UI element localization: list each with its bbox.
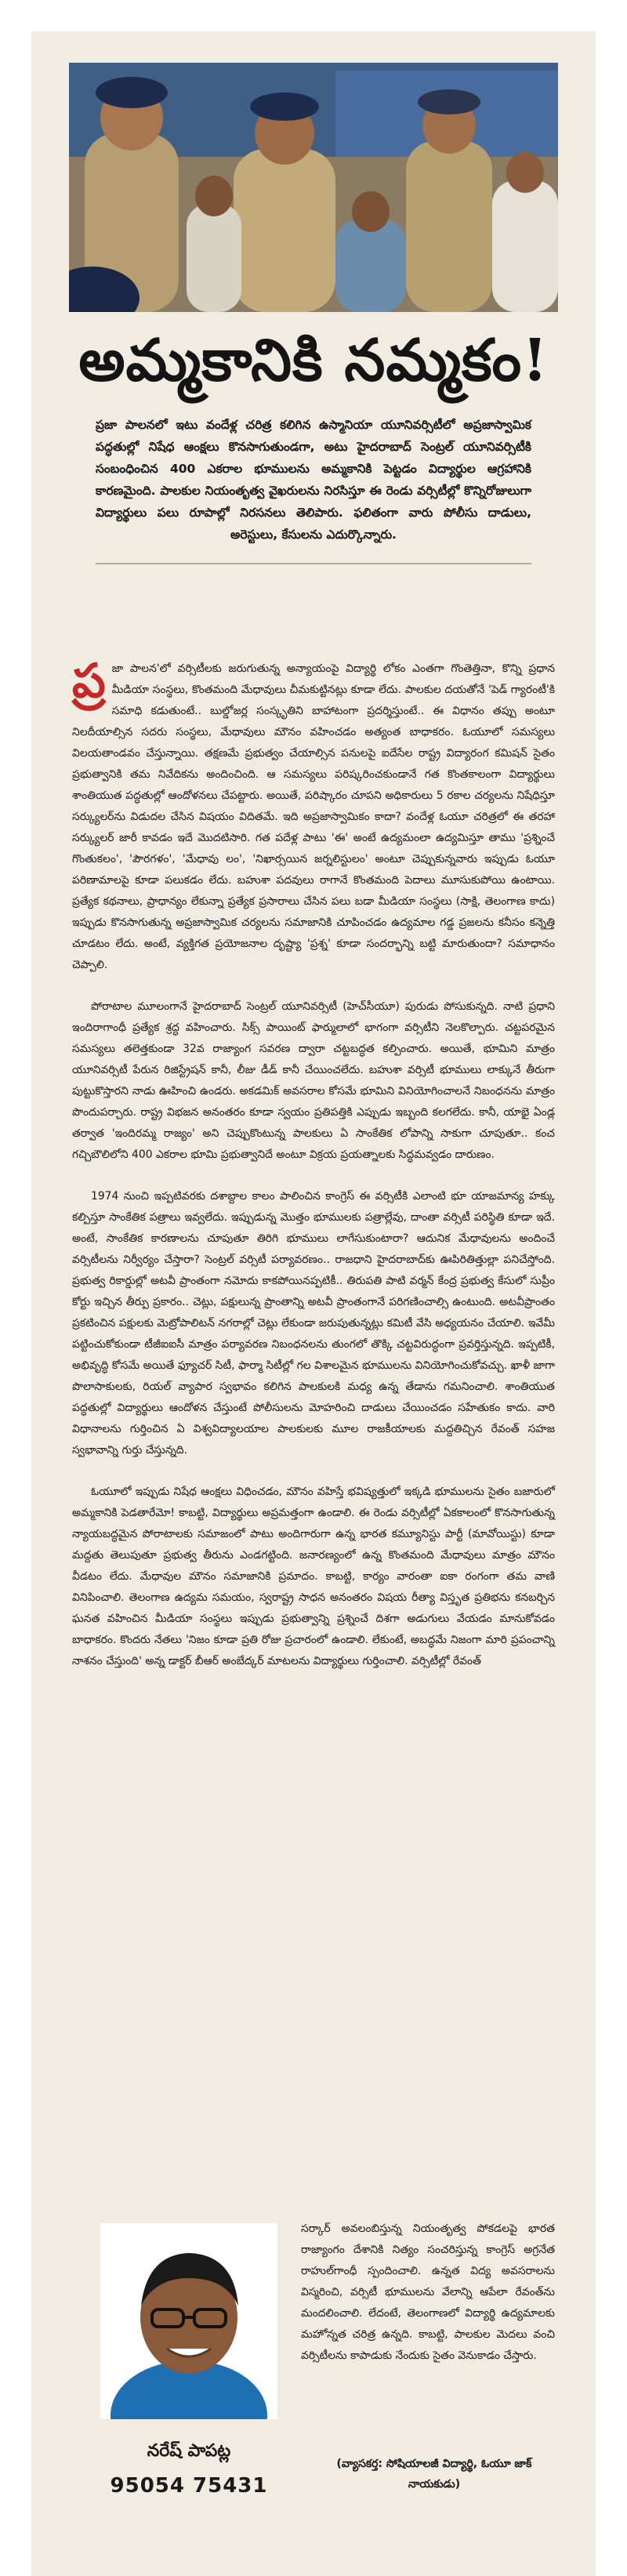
closing-paragraph: సర్కార్ అవలంబిస్తున్న నియంతృత్వ పోకడలపై భారత రాజ్యాంగం దేశానికి నిత్యం సంచరిస్తున్న కాంగ్రెస్ అగ్రనేత రాహుల్‌గాంధీ స్పందించాలి. ఉన్నత విద్య అవసరాలను విస్మరించి, వర్సిటీ భూములను వేలాన్ని ఆపేలా రేవంత్‌ను మందలించాలి. లేదంటే, తెలంగాణలో విద్యార్థి ఉద్యమాలకు మహోన్నత చరిత్ర ఉన్నది. కాబట్టి, పాలకుల మెదలు వంచి వర్సిటీలను కాపాడుకు నేందుకు సైతం వెనుకాడం చేస్తారు.	[301, 2222, 555, 2362]
paragraph-4: ఓయూలో ఇప్పుడు నిషేధ ఆంక్షలు విధించడం, మౌనం వహిస్తే భవిష్యత్తులో ఇక్కడి భూములను సైతం బజారులో అమ్మకానికి పెడతారేమో! కాబట్టి, విద్యార్థులు అప్రమత్తంగా ఉండాలి. ఈ రెండు వర్సిటీల్లో ఏకకాలంలో కొనసాగుతున్న న్యాయబద్ధమైన పోరాటాలకు సమాజంలో పాటు అందిగారుగా ఉన్న భారత కమ్యూనిస్టు పార్టీ (మావోయిస్టు) కూడా మద్దతు తెలుపుతూ ప్రభుత్వ తీరును ఎండగట్టింది. జనారణ్యంలో ఉన్న కొంతమంది మేధావులు మాత్రం మౌనం వీడటం లేదు. మేధావుల మౌనం సమాజానికి ప్రమాదం. కాబట్టి, కార్యం వారంతా ఐకా రంగంగా తమ వాణి వినిపించాలి. తెలంగాణ ఉద్యమ సమయం, స్వరాష్ట్ర సాధన అనంతరం విషయ రీత్యా విస్తృత ప్రతిభను కనబర్చిన ఘనత వహించిన మీడియా సంస్థలు ఇప్పుడు ప్రభుత్వాన్ని ప్రశ్నించే దిశగా అడుగులు వేయడం మానుకోవడం బాధాకరం. కొందరు నేతలు 'నిజం కూడా ప్రతి రోజు ప్రచారంలో ఉండాలి. లేకుంటే, అబద్ధమే నిజంగా మారి ప్రపంచాన్ని నాశనం చేస్తుంది' అన్న డాక్టర్ బీఆర్ అంబేద్కర్ మాటలను విద్యార్థులు గుర్తించాలి. వర్సిటీల్లో రేవంత్	[72, 1486, 555, 1667]
drop-cap: ప్ర	[72, 654, 106, 709]
paragraph-1	[72, 654, 555, 976]
paragraph-3: 1974 నుంచి ఇప్పటివరకు దశాబ్దాల కాలం పాలించిన కాంగ్రెస్ ఈ వర్సిటీకి ఎలాంటి భూ యాజమాన్య హక్కు కల్పిస్తూ సాంకేతిక పత్రాలు ఇవ్వలేదు. ఇప్పుడున్న మొత్తం భూములకు పత్రాల్లేవు, దాంతా వర్సిటీ పరిస్థితి కూడా ఇదే. అంటే, సాంకేతిక కారణాలను చూపుతూ తిరిగి భూములు లాగేసుకుంటారా? ఆదునిక మేధావులను అందించే వర్సిటీలను నిర్వీర్యం చేస్తారా? సెంట్రల్ వర్సిటీ పర్యావరణం.. రాజధాని హైదరాబాద్‌కు ఊపిరితిత్తుల్లా పనిచేస్తోంది. ప్రభుత్వ రికార్డుల్లో అటవీ ప్రాంతంగా నమోదు కాకపోయినప్పటికీ.. తిరుపతి పాటి వర్మన్ కేంద్ర ప్రభుత్వ కేసులో సుప్రీం కోర్టు ఇచ్చిన తీర్పు ప్రకారం.. చెట్లు, పక్షులున్న ప్రాంతాన్ని అటవీ ప్రాంతంగానే పరిగణించాల్సి ఉంటుంది. అటవీప్రాంతం ప్రకటించిన పక్షులకు మెట్రోపాలిటన్ నగరాల్లో చెట్లు లేకుండా జరుపుతున్నట్లు కమిటీ వేసి అధ్యయనం చేయాలి. ఇవేమీ పట్టించుకోకుండా టీజీఐఐసీ మాత్రం పర్యావరణ నిబంధనలను తుంగలో తొక్కి చట్టవిరుద్ధంగా ప్రవర్తిస్తున్నది. ఇప్పటికీ, అభివృద్ధి కోసమే అయితే ఫ్యూచర్ సిటీ, ఫార్మా సిటీల్లో గల విశాలమైన భూములను వినియోగించుకోవచ్చు. ఖాళీ జాగా పొలాసాకులకు, రియల్ వ్యాపార స్వభావం కలిగిన పాలకులకి మధ్య ఉన్న తేడాను గమనించాలి. శాంతియుత పద్ధతుల్లో విద్యార్థులు ఆందోళన చేస్తుంటే పోలీసులను మోహరించి దాడులు చేయించడం సహేతుకం కాదు. వారి విధానాలను గుర్తించిన ఏ విశ్వవిద్యాలయాల పాలకులకు మూల రాజకీయాలకు మద్దతిచ్చిన రేవంత్ సహజ స్వభావాన్ని గుర్తు చేస్తున్నది.	[72, 1190, 555, 1457]
protest-photo	[69, 63, 558, 312]
author-photo-illustration	[100, 2223, 277, 2419]
newspaper-article	[31, 31, 596, 2576]
author-name: నరేష్ పాపట్ల	[147, 2441, 231, 2461]
headline: అమ్మకానికి నమ్మకం!	[78, 327, 549, 394]
article-body	[72, 654, 555, 1693]
author-photo	[100, 2223, 277, 2419]
paragraph-2: పోరాటాల మూలంగానే హైదరాబాద్ సెంట్రల్ యూనివర్సిటీ (హెచ్‌సీయూ) పురుడు పోసుకున్నది. నాటి ప్రధాని ఇందిరాగాంధీ ప్రత్యేక శ్రద్ధ వహించారు. సిక్స్ పాయింట్ ఫార్ములాలో భాగంగా వర్సిటీని నెలకొల్పారు. చట్టపరమైన సమస్యలు తలెత్తకుండా 32వ రాజ్యాంగ సవరణ ద్వారా చట్టబద్ధత కల్పించారు. అయితే, భూమిని మాత్రం యూనివర్సిటీ పేరున రిజిస్ట్రేషన్ కానీ, లీజు డీడ్ కానీ చేయించలేదు. బహుశా వర్సిటీ భూములు లాక్కునే తీరుగా పుట్టుకొస్తారని నాడు ఊహించి ఉండరు. అకడమిక్ అవసరాల కోసమే భూమిని వినియోగించాలనే నిబంధనను మాత్రం పొందుపర్చారు. రాష్ట్ర విభజన అనంతరం కూడా స్వయం ప్రతిపత్తికి ఎప్పుడు ఇబ్బంది కలగలేదు. కానీ, యాభై ఏండ్ల తర్వాత 'ఇందిరమ్మ రాజ్యం' అని చెప్పుకొంటున్న పాలకులు ఏ సాంకేతిక లోపాన్ని సాకుగా చూపుతూ.. కంచ గచ్చిబౌలిలోని 400 ఎకరాల భూమి ప్రభుత్వానిదే అంటూ విక్రయ ప్రయత్నాలకు సిద్ధమవ్వడం దారుణం.	[72, 1000, 555, 1161]
protest-photo-illustration	[69, 63, 558, 312]
lead-paragraph: ప్రజా పాలనలో ఇటు వందేళ్ల చరిత్ర కలిగిన ఉస్మానియా యూనివర్సిటీలో అప్రజాస్వామిక పద్ధతుల్లో నిషేధ ఆంక్షలు కొనసాగుతుండగా, అటు హైదరాబాద్ సెంట్రల్ యూనివర్సిటీకి సంబంధించిన 400 ఎకరాల భూములను అమ్మకానికి పెట్టడం విద్యార్థుల ఆగ్రహానికి కారణమైంది. పాలకుల నియంతృత్వ వైఖరులను నిరసిస్తూ ఈ రెండు వర్సిటీల్లో కొన్నిరోజులుగా విద్యార్థులు పలు రూపాల్లో నిరసనలు తెలిపారు. ఫలితంగా వారు పోలీసు దాడులు, అరెస్టులు, కేసులను ఎదుర్కొన్నారు.	[96, 414, 531, 564]
paragraph-1-text: జా పాలన'లో వర్సిటీలకు జరుగుతున్న అన్యాయంపై విద్యార్థి లోకం ఎంతగా గొంతెత్తినా, కొన్ని ప్రధాన మీడియా సంస్థలు, కొంతమంది మేధావులు చీమకుట్టినట్లు కూడా లేదు. పాలకుల దయతోనే 'పెడ్ గ్యారంటీ'కి సమాధి కడుతుంటే.. బుల్డోజర్ల సంస్కృతిని బాహాటంగా ప్రదర్శిస్తుంటే.. ఈ విధానం తప్పు అంటూ నిలదీయాల్సిన సదరు సంస్థలు, మేధావులు మౌనం వహించడం అత్యంత బాధాకరం. ఓయూలో సమస్యలు విలయతాండవం చేస్తున్నాయి. తక్షణమే ప్రభుత్వం చేయాల్సిన పనులపై ఐదేసేల రాష్ట్ర విద్యారంగ కమిషన్ సైతం ప్రభుత్వానికి తమ నివేదికను అందించింది. ఆ సమస్యలు పరిష్కరించకుండానే గత కొంతకాలంగా విద్యార్థులు శాంతియుత పద్ధతుల్లో ఆందోళనలు చేపట్టారు. అయితే, పరిష్కారం చూపని అధికారులు 5 రకాల చర్యలను నిషేధిస్తూ సర్క్యులర్‌ను విడుదల చేసిన విషయం విదితమే. ఇది అప్రజాస్వామికం కాదా? వందేళ్ల ఓయూ చరిత్రలో ఈ తరహా సర్క్యులర్ జారీ కావడం ఇదే మొదటిసారి. గత పదేళ్ల పాటు 'ఈ' అంటే ఉద్యమంలా ఉద్యమిస్తూ తాము 'ప్రశ్నించే గొంతుకలం', 'పౌరగళం', 'మేధావు లం', 'నిఖార్సయిన జర్నలిస్టులం' అంటూ చెప్పుకున్నవారు ఇప్పుడు ఓయూ పరిణామాలపై కూడా పలుకడం లేదు. బహుశా పదవులు రాగానే కొంతమంది పెదాలు మూసుకుపోయి ఉంటాయి. ప్రత్యేక కథనాలు, ప్రాధాన్యం లేకున్నా ప్రత్యేక ప్రసారాలు చేసిన పలు బడా మీడియా సంస్థలు (సాక్షి, తెలంగాణ కాదు) ఇప్పుడు కొనసాగుతున్న అప్రజాస్వామిక చర్యలను సమాజానికి చూపించడం ఉద్యమాల గడ్డ ప్రజలను కనీసం కన్నెత్తి చూడటం లేదు. అంటే, వ్యక్తిగత ప్రయోజనాల దృష్ట్యా 'ప్రశ్న' కూడా సందర్భాన్ని బట్టి మారుతుందా? సమాధానం చెప్పాలి.	[72, 662, 555, 971]
author-phone: 95054 75431	[110, 2474, 268, 2498]
author-note: (వ్యాసకర్త: సోషియాలజీ విద్యార్థి, ఓయూ జాక్ నాయకుడు)	[336, 2458, 532, 2491]
